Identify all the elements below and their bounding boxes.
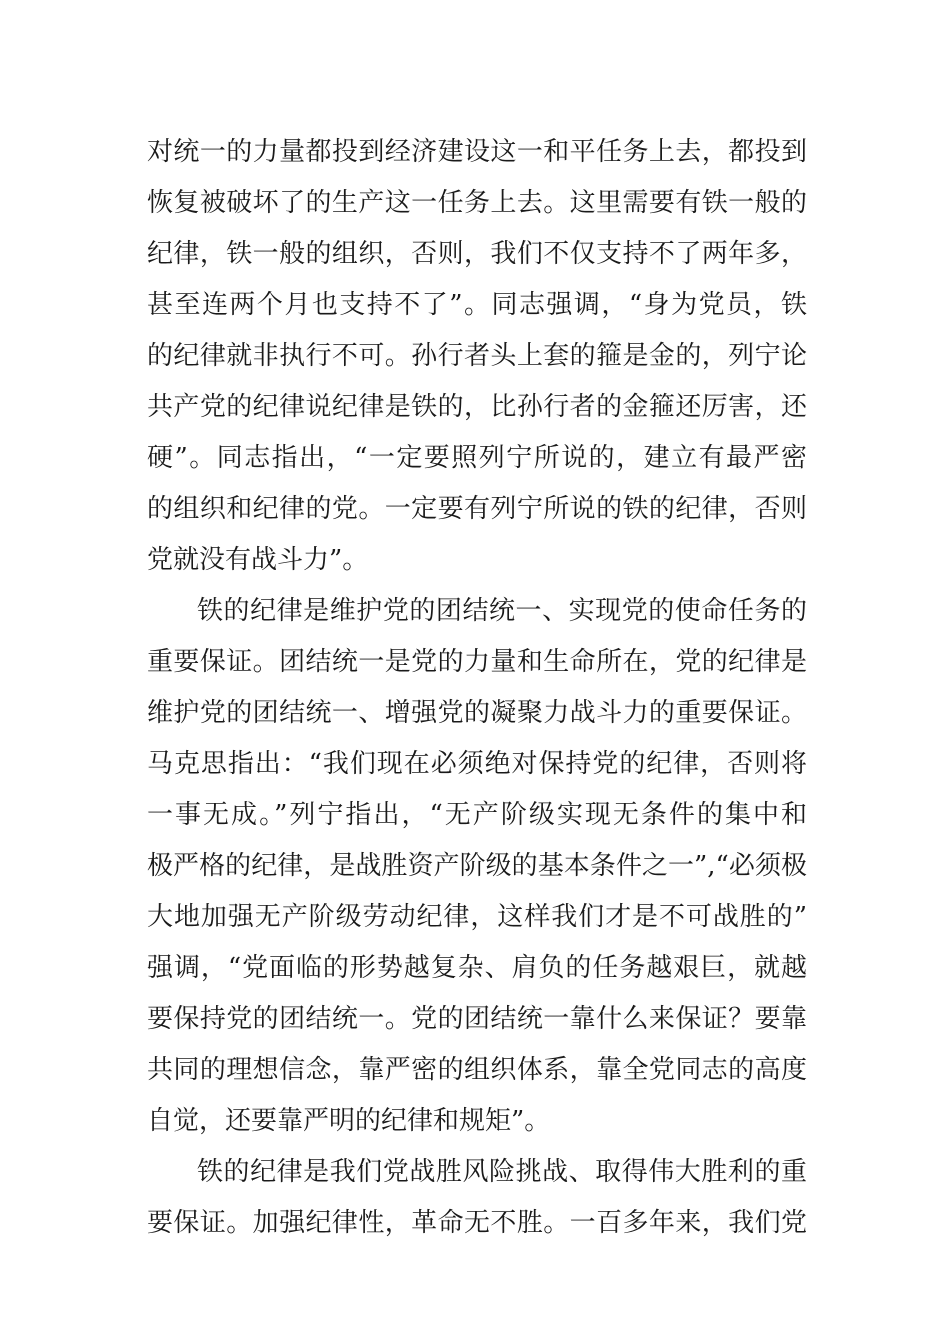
paragraph-line: 马克思指出：“我们现在必须绝对保持党的纪律，否则将 (147, 749, 807, 779)
paragraph-line: 恢复被破坏了的生产这一任务上去。这里需要有铁一般的 (147, 188, 807, 218)
paragraph-line: 的组织和纪律的党。一定要有列宁所说的铁的纪律，否则 (147, 494, 807, 524)
paragraph-line: 共产党的纪律说纪律是铁的，比孙行者的金箍还厉害，还 (147, 392, 807, 422)
paragraph-first-line: 铁的纪律是维护党的团结统一、实现党的使命任务的 (197, 596, 807, 626)
paragraph-line: 一事无成。”列宁指出，“无产阶级实现无条件的集中和 (147, 800, 807, 830)
paragraph-line: 共同的理想信念，靠严密的组织体系，靠全党同志的高度 (147, 1055, 807, 1085)
paragraph-line: 对统一的力量都投到经济建设这一和平任务上去，都投到 (147, 137, 807, 167)
paragraph-line: 大地加强无产阶级劳动纪律，这样我们才是不可战胜的” (147, 902, 807, 932)
paragraph-line: 维护党的团结统一、增强党的凝聚力战斗力的重要保证。 (147, 698, 807, 728)
paragraph-line: 强调，“党面临的形势越复杂、肩负的任务越艰巨，就越 (147, 953, 807, 983)
paragraph-line: 要保持党的团结统一。党的团结统一靠什么来保证？要靠 (147, 1004, 807, 1034)
paragraph-line: 极严格的纪律，是战胜资产阶级的基本条件之一”,“必须极 (147, 851, 807, 881)
paragraph-line: 纪律，铁一般的组织，否则，我们不仅支持不了两年多， (147, 239, 807, 269)
paragraph-line: 要保证。加强纪律性，革命无不胜。一百多年来，我们党 (147, 1208, 807, 1238)
paragraph-line: 党就没有战斗力”。 (147, 545, 369, 575)
paragraph-line: 甚至连两个月也支持不了”。同志强调，“身为党员，铁 (147, 290, 807, 320)
paragraph-first-line: 铁的纪律是我们党战胜风险挑战、取得伟大胜利的重 (197, 1157, 807, 1187)
paragraph-line: 重要保证。团结统一是党的力量和生命所在，党的纪律是 (147, 647, 807, 677)
paragraph-line: 自觉，还要靠严明的纪律和规矩”。 (147, 1106, 551, 1136)
paragraph-line: 的纪律就非执行不可。孙行者头上套的箍是金的，列宁论 (147, 341, 807, 371)
paragraph-line: 硬”。同志指出，“一定要照列宁所说的，建立有最严密 (147, 443, 807, 473)
